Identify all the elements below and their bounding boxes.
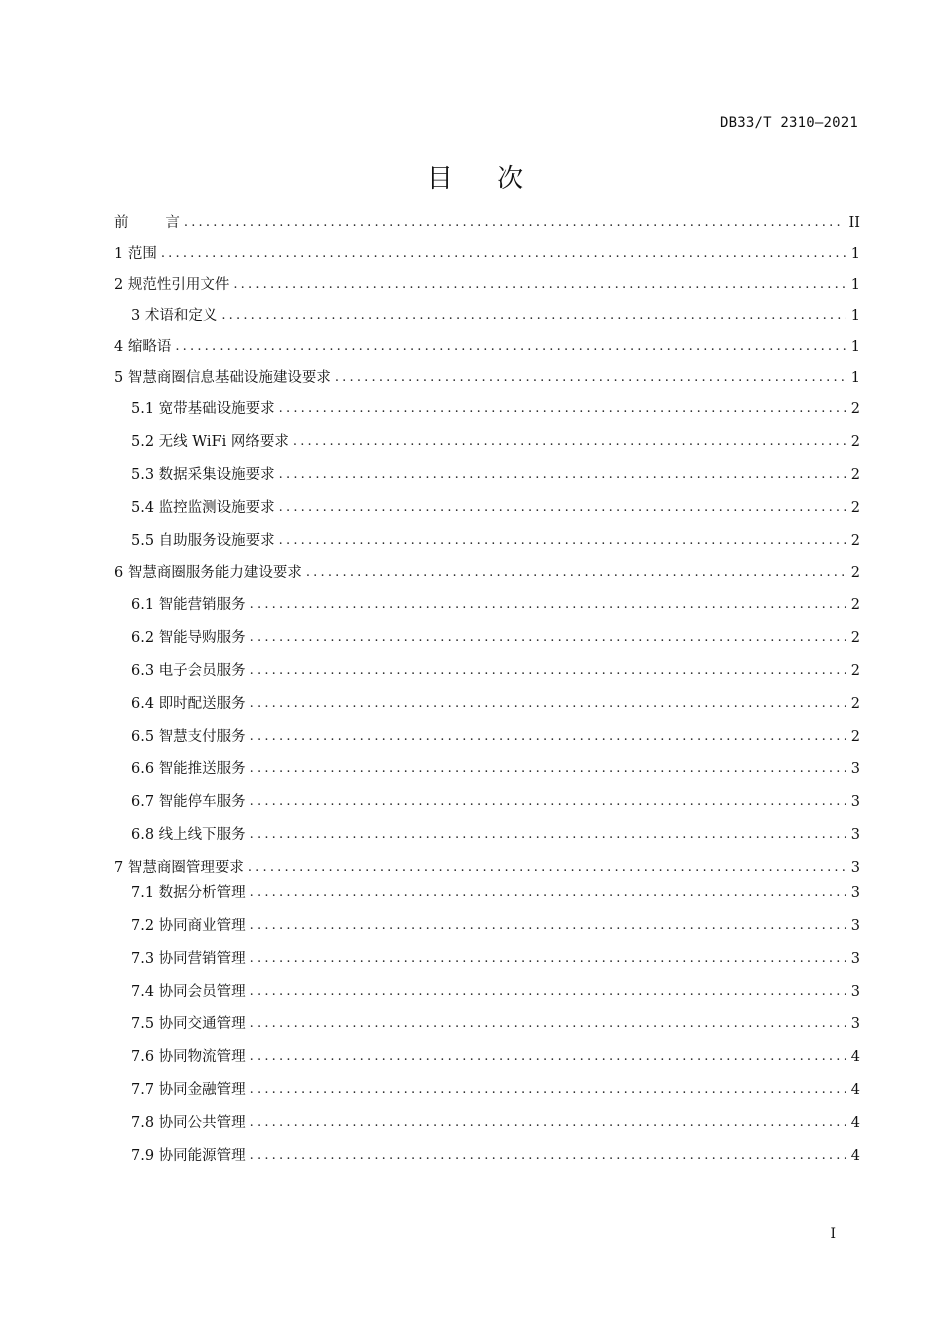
toc-entry-page: 4: [850, 1049, 860, 1065]
toc-entry-label: 7.5 协同交通管理: [131, 1016, 246, 1032]
toc-entry-label: 5.2 无线 WiFi 网络要求: [131, 434, 289, 450]
toc-entry-page: 2: [850, 597, 860, 613]
toc-entry-label: 7.1 数据分析管理: [131, 885, 246, 901]
toc-entry-page: 2: [850, 401, 860, 417]
toc-entry-label: 5.3 数据采集设施要求: [131, 467, 275, 483]
toc-leader-dots: [335, 367, 846, 389]
toc-entry-4[interactable]: [114, 336, 860, 358]
toc-entry-label: 6.4 即时配送服务: [131, 696, 246, 712]
toc-leader-dots: [175, 336, 846, 358]
toc-entry-page: 1: [850, 370, 860, 386]
toc-entry-7[interactable]: [114, 857, 860, 879]
toc-entry-label: 7.8 协同公共管理: [131, 1115, 246, 1131]
toc-entry-label: 1 范围: [114, 246, 157, 262]
toc-entry-page: 3: [850, 827, 860, 843]
toc-entry-6-8[interactable]: [131, 824, 860, 846]
toc-entry-7-4[interactable]: [131, 981, 860, 1003]
toc-entry-label: 6.8 线上线下服务: [131, 827, 246, 843]
toc-entry-page: 3: [850, 1016, 860, 1032]
toc-entry-page: 2: [850, 663, 860, 679]
toc-leader-dots: [250, 660, 846, 682]
toc-entry-page: 2: [850, 565, 860, 581]
toc-entry-page: 4: [850, 1082, 860, 1098]
toc-leader-dots: [306, 562, 846, 584]
toc-entry-label: 6.2 智能导购服务: [131, 630, 246, 646]
toc-entry-page: 1: [850, 277, 860, 293]
toc-leader-dots: [250, 1079, 846, 1101]
toc-entry-page: 2: [850, 729, 860, 745]
toc-entry-page: 2: [850, 467, 860, 483]
toc-leader-dots: [250, 726, 846, 748]
toc-entry-label: 6.7 智能停车服务: [131, 794, 246, 810]
toc-entry-3[interactable]: [131, 305, 860, 327]
toc-entry-7-6[interactable]: [131, 1046, 860, 1068]
toc-entry-label: 7.7 协同金融管理: [131, 1082, 246, 1098]
toc-entry-page: 4: [850, 1148, 860, 1164]
toc-entry-6-7[interactable]: [131, 791, 860, 813]
toc-entry-label: 5 智慧商圈信息基础设施建设要求: [114, 370, 331, 386]
toc-leader-dots: [221, 305, 846, 327]
toc-leader-dots: [250, 693, 846, 715]
toc-entry-page: 2: [850, 533, 860, 549]
toc-entry-7-7[interactable]: [131, 1079, 860, 1101]
toc-entry-label: 7.4 协同会员管理: [131, 984, 246, 1000]
toc-entry-page: 2: [850, 696, 860, 712]
toc-entry-5-4[interactable]: [131, 497, 860, 519]
toc-entry-label: 6.5 智慧支付服务: [131, 729, 246, 745]
toc-entry-label: 7.9 协同能源管理: [131, 1148, 246, 1164]
toc-entry-5[interactable]: [114, 367, 860, 389]
toc-entry-page: 1: [850, 339, 860, 355]
toc-entry-page: 2: [850, 630, 860, 646]
toc-leader-dots: [233, 274, 846, 296]
toc-entry-label: 5.5 自助服务设施要求: [131, 533, 275, 549]
toc-leader-dots: [250, 627, 846, 649]
toc-entry-page: 4: [850, 1115, 860, 1131]
toc-entry-page: 3: [850, 794, 860, 810]
toc-leader-dots: [250, 824, 846, 846]
toc-leader-dots: [184, 212, 845, 234]
toc-leader-dots: [250, 791, 846, 813]
toc-entry-5-1[interactable]: [131, 398, 860, 420]
toc-entry-5-2[interactable]: [131, 431, 860, 453]
toc-entry-page: 3: [850, 885, 860, 901]
toc-leader-dots: [250, 915, 846, 937]
toc-entry-6-4[interactable]: [131, 693, 860, 715]
toc-entry-label: 3 术语和定义: [131, 308, 218, 324]
toc-entry-label: 7 智慧商圈管理要求: [114, 860, 244, 876]
page-number: I: [830, 1226, 836, 1242]
toc-entry-label: 4 缩略语: [114, 339, 172, 355]
toc-entry-label: 7.6 协同物流管理: [131, 1049, 246, 1065]
toc-entry-label: 6.3 电子会员服务: [131, 663, 246, 679]
toc-title: 目 次: [426, 164, 542, 194]
toc-leader-dots: [279, 530, 846, 552]
toc-entry-label: 7.3 协同营销管理: [131, 951, 246, 967]
toc-entry-label: 6.1 智能营销服务: [131, 597, 246, 613]
toc-entry-label: 5.1 宽带基础设施要求: [131, 401, 275, 417]
toc-entry-6-5[interactable]: [131, 726, 860, 748]
toc-entry-7-8[interactable]: [131, 1112, 860, 1134]
toc-entry-7-2[interactable]: [131, 915, 860, 937]
toc-leader-dots: [250, 1145, 846, 1167]
toc-entry-6[interactable]: [114, 562, 860, 584]
toc-entry-7-1[interactable]: [131, 882, 860, 904]
toc-leader-dots: [279, 497, 846, 519]
toc-entry-7-9[interactable]: [131, 1145, 860, 1167]
toc-entry-label: 7.2 协同商业管理: [131, 918, 246, 934]
toc-leader-dots: [250, 1013, 846, 1035]
toc-entry-1[interactable]: [114, 243, 860, 265]
toc-leader-dots: [248, 857, 846, 879]
toc-leader-dots: [279, 464, 846, 486]
toc-entry-page: 3: [850, 918, 860, 934]
toc-entry-page: 3: [850, 951, 860, 967]
toc-entry-label: 2 规范性引用文件: [114, 277, 230, 293]
toc-entry-2[interactable]: [114, 274, 860, 296]
toc-leader-dots: [250, 948, 846, 970]
toc-leader-dots: [279, 398, 846, 420]
toc-entry-5-5[interactable]: [131, 530, 860, 552]
toc-leader-dots: [250, 1112, 846, 1134]
toc-entry-6-3[interactable]: [131, 660, 860, 682]
toc-entry-7-3[interactable]: [131, 948, 860, 970]
toc-entry-page: 3: [850, 860, 860, 876]
toc-entry-6-6[interactable]: [131, 758, 860, 780]
toc-entry-page: 2: [850, 434, 860, 450]
toc-entry-label: 6 智慧商圈服务能力建设要求: [114, 565, 302, 581]
toc-entry-page: II: [848, 215, 860, 231]
toc-entry-5-3[interactable]: [131, 464, 860, 486]
toc-leader-dots: [293, 431, 846, 453]
toc-entry-label: 6.6 智能推送服务: [131, 761, 246, 777]
toc-entry-7-5[interactable]: [131, 1013, 860, 1035]
toc-entry-page: 1: [850, 308, 860, 324]
toc-leader-dots: [161, 243, 846, 265]
toc-leader-dots: [250, 594, 846, 616]
toc-entry-label: 5.4 监控监测设施要求: [131, 500, 275, 516]
toc-leader-dots: [250, 758, 846, 780]
document-code: DB33/T 2310—2021: [719, 115, 858, 131]
toc-leader-dots: [250, 981, 846, 1003]
toc-entry-6-1[interactable]: [131, 594, 860, 616]
toc-entry-label: 前 言: [114, 215, 180, 231]
toc-entry-page: 3: [850, 761, 860, 777]
toc-entry-page: 2: [850, 500, 860, 516]
toc-entry-page: 3: [850, 984, 860, 1000]
toc-entry-6-2[interactable]: [131, 627, 860, 649]
toc-entry-page: 1: [850, 246, 860, 262]
toc-leader-dots: [250, 882, 846, 904]
toc-leader-dots: [250, 1046, 846, 1068]
toc-entry-foreword[interactable]: [114, 212, 860, 234]
